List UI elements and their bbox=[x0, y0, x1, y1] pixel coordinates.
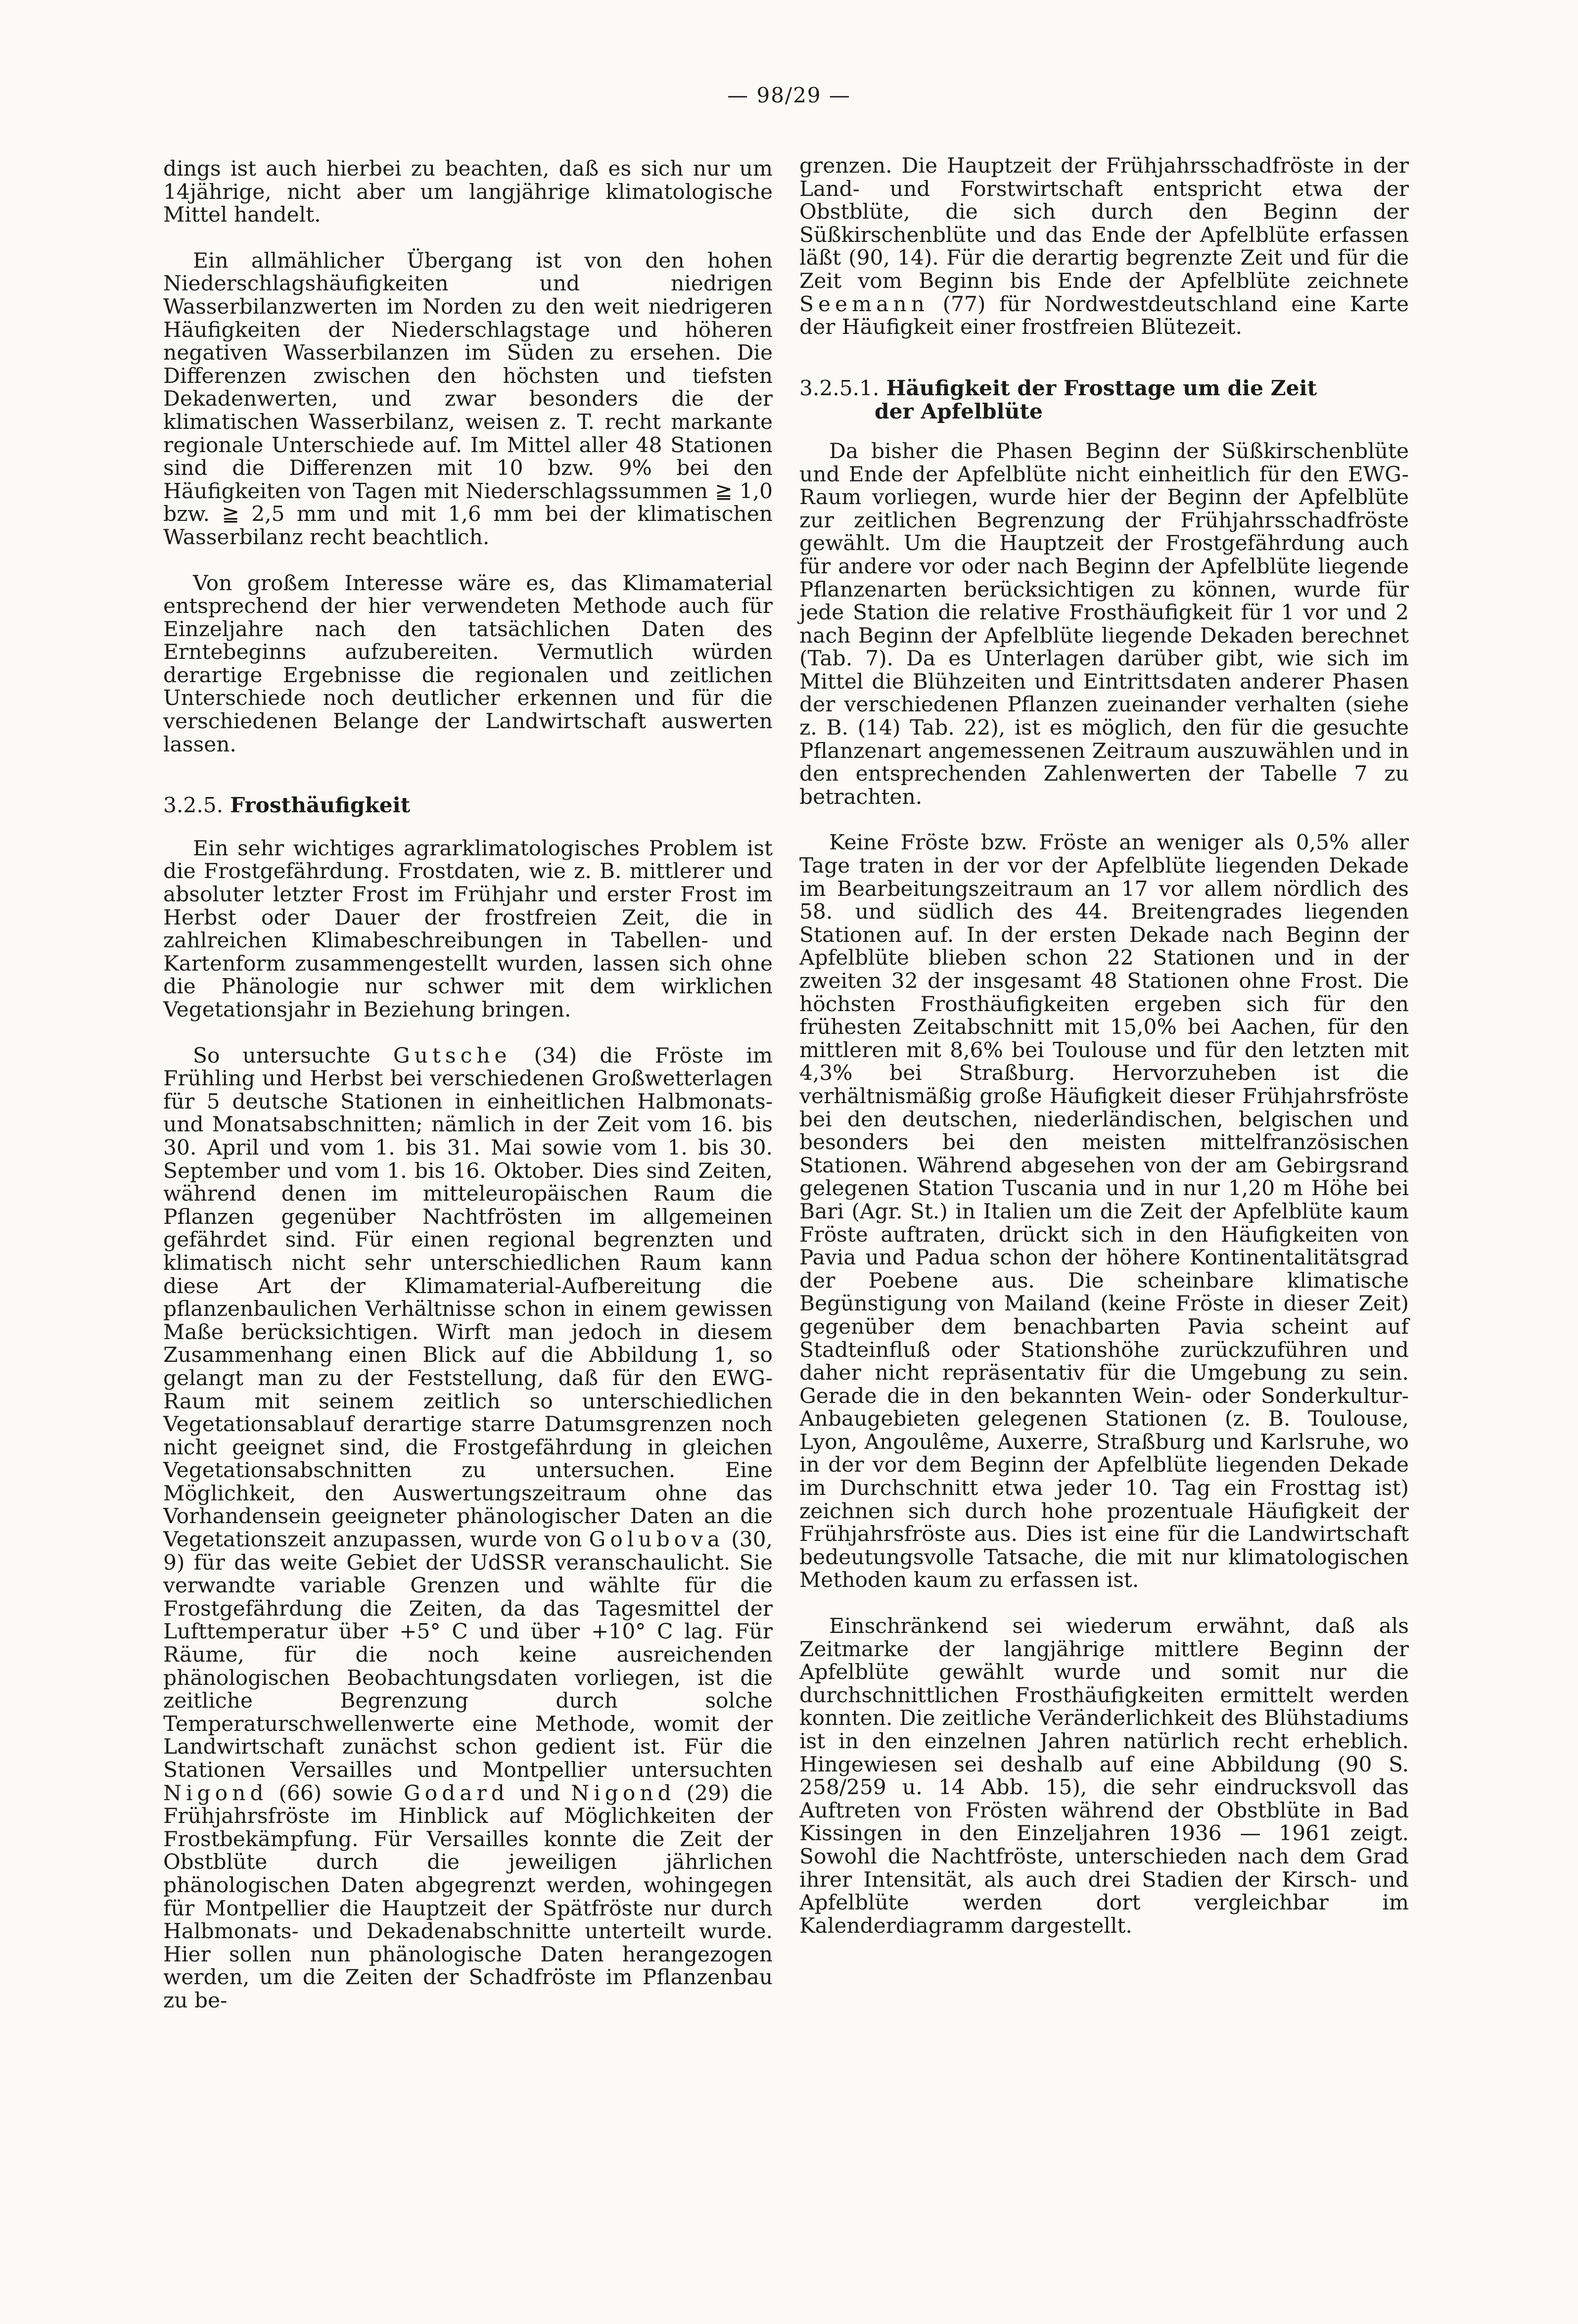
section-number: 3.2.5.1. bbox=[799, 375, 880, 400]
author-name: Golubova bbox=[589, 1527, 725, 1552]
section-number: 3.2.5. bbox=[163, 793, 224, 818]
section-title: Frosthäufigkeit bbox=[230, 792, 411, 818]
author-name: Godard bbox=[403, 1780, 509, 1805]
text-run: (34) die Fröste im Frühling und Herbst bei verschiedenen Großwetterlagen für 5 deutsche Stationen in einheitlichen Halbmonats- und Monatsabschnitten; nämlich in der Zeit vom 16. bis 30. April und vom 1. bis 31. Mai sowie vom 1. bis 30. September und vom 1. bis 16. Oktober. Dies sind Zeiten, während denen im mitteleuropäischen Raum die Pflanzen gegenüber Nachtfrösten im allgemeinen gefährdet sind. Für einen regional begrenzten und klimatisch nicht sehr unterschiedlichen Raum kann diese Art der Klimamaterial-Aufbereitung die pflanzenbaulichen Verhältnisse schon in einem gewissen Maße berücksichtigen. Wirft man jedoch in diesem Zusammenhang einen Blick auf die Abbildung 1, so gelangt man zu der Feststellung, daß für den EWG-Raum mit seinem zeitlich so unterschiedlichen Vegetationsablauf derartige starre Datumsgrenzen noch nicht geeignet sind, die Frostgefährdung in gleichen Vegetationsabschnitten zu untersuchen. Eine Möglichkeit, den Auswertungszeitraum ohne das Vorhandensein geeigneter phänologischer Daten an die Vegetationszeit anzupassen, wurde von bbox=[163, 1043, 773, 1552]
section-heading bbox=[163, 793, 773, 817]
paragraph: Von großem Interesse wäre es, das Klimamaterial entsprechend der hier verwendeten Methode auch für Einzeljahre nach den tatsächlichen Daten des Erntebeginns aufzubereiten. Vermutlich würden derartige Ergebnisse die regionalen und zeitlichen Unterschiede noch deutlicher erkennen und für die verschiedenen Belange der Landwirtschaft auswerten lassen. bbox=[163, 570, 773, 756]
paragraph bbox=[163, 1044, 773, 2012]
text-run: grenzen. Die Hauptzeit der Frühjahrsschadfröste in der Land- und Forstwirtschaft entspricht etwa der Obstblüte, die sich durch den Beginn der Süßkirschenblüte und das Ende der Apfelblüte erfassen läßt (90, 14). Für die derartig begrenzte Zeit und für die Zeit vom Beginn bis Ende der Apfelblüte zeichnete bbox=[799, 153, 1409, 293]
text-run: So untersuchte bbox=[193, 1043, 393, 1068]
right-column bbox=[799, 154, 1409, 1960]
section-title-continued: der Apfelblüte bbox=[875, 399, 1043, 424]
text-run: (30, 9) für das weite Gebiet der UdSSR veranschaulicht. Sie verwandte variable Grenzen und wählte für die Frostgefährdung die Zeiten, da das Tagesmittel der Lufttemperatur über +5° C und über +10° C lag. Für Räume, für die noch keine ausreichenden phänologischen Beobachtungsdaten vorliegen, ist die zeitliche Begrenzung durch solche Temperaturschwellenwerte eine Methode, womit der Landwirtschaft zunächst schon gedient ist. Für die Stationen Versailles und Montpellier untersuchten bbox=[163, 1527, 773, 1782]
text-run: (29) die Frühjahrsfröste im Hinblick auf Möglichkeiten der Frostbekämpfung. Für Versailles konnte die Zeit der Obstblüte durch die jeweiligen jährlichen phänologischen Daten abgegrenzt werden, wohingegen für Montpellier die Hauptzeit der Spätfröste nur durch Halbmonats- und Dekadenabschnitte unterteilt wurde. Hier sollen nun phänologische Daten herangezogen werden, um die Zeiten der Schadfröste im Pflanzenbau zu be- bbox=[163, 1780, 773, 2012]
paragraph bbox=[799, 154, 1409, 339]
text-run: und bbox=[509, 1780, 571, 1805]
paragraph: Einschränkend sei wiederum erwähnt, daß als Zeitmarke der langjährige mittlere Beginn der Apfelblüte gewählt wurde und somit nur die durchschnittlichen Frosthäufigkeiten ermittelt werden konnten. Die zeitliche Veränderlichkeit des Blühstadiums ist in den einzelnen Jahren natürlich recht erheblich. Hingewiesen sei deshalb auf eine Abbildung (90 S. 258/259 u. 14 Abb. 15), die sehr eindrucksvoll das Auftreten von Frösten während der Obstblüte in Bad Kissingen in den Einzeljahren 1936 — 1961 zeigt. Sowohl die Nachtfröste, unterschieden nach dem Grad ihrer Intensität, als auch drei Stadien der Kirsch- und Apfelblüte werden dort vergleichbar im Kalenderdiagramm dargestellt. bbox=[799, 1614, 1409, 1938]
section-title: Häufigkeit der Frosttage um die Zeit bbox=[886, 375, 1317, 400]
paragraph: Ein allmählicher Übergang ist von den hohen Niederschlagshäufigkeiten und niedrigen Wasserbilanzwerten im Norden zu den weit niedrigeren Häufigkeiten der Niederschlagstage und höheren negativen Wasserbilanzen im Süden zu ersehen. Die Differenzen zwischen den höchsten und tiefsten Dekadenwerten, und zwar besonders die der klimatischen Wasserbilanz, weisen z. T. recht markante regionale Unterschiede auf. Im Mittel aller 48 Stationen sind die Differenzen mit 10 bzw. 9% bei den Häufigkeiten von Tagen mit Niederschlagssummen ≧ 1,0 bzw. ≧ 2,5 mm und mit 1,6 mm bei der klimatischen Wasserbilanz recht beachtlich. bbox=[163, 248, 773, 549]
paragraph: Keine Fröste bzw. Fröste an weniger als 0,5% aller Tage traten in der vor der Apfelblüte liegenden Dekade im Bearbeitungszeitraum an 17 vor allem nördlich des 58. und südlich des 44. Breitengrades liegenden Stationen auf. In der ersten Dekade nach Beginn der Apfelblüte blieben schon 22 Stationen und in der zweiten 32 der insgesamt 48 Stationen ohne Frost. Die höchsten Frosthäufigkeiten ergeben sich für den frühesten Zeitabschnitt mit 15,0% bei Aachen, für den mittleren mit 8,6% bei Toulouse und für den letzten mit 4,3% bei Straßburg. Hervorzuheben ist die verhältnismäßig große Häufigkeit dieser Frühjahrsfröste bei den deutschen, niederländischen, belgischen und besonders bei den meisten mittelfranzösischen Stationen. Während abgesehen von der am Gebirgsrand gelegenen Station Tuscania und in nur 1,20 m Höhe bei Bari (Agr. St.) in Italien um die Zeit der Apfelblüte kaum Fröste auftraten, drückt sich in den Häufigkeiten von Pavia und Padua schon der höhere Kontinentalitätsgrad der Poebene aus. Die scheinbare klimatische Begünstigung von Mailand (keine Fröste in dieser Zeit) gegenüber dem benachbarten Pavia scheint auf Stadteinfluß oder Stationshöhe zurückzuführen und daher nicht repräsentativ für die Umgebung zu sein. Gerade die in den bekannten Wein- oder Sonderkultur-Anbaugebieten gelegenen Stationen (z. B. Toulouse, Lyon, Angoulême, Auxerre, Straßburg und Karlsruhe, wo in der vor dem Beginn der Apfelblüte liegenden Dekade im Durchschnitt etwa jeder 10. Tag ein Frosttag ist) zeichnen sich durch hohe prozentuale Häufigkeit der Frühjahrsfröste aus. Dies ist eine für die Landwirtschaft bedeutungsvolle Tatsache, die mit nur klimatologischen Methoden kaum zu erfassen ist. bbox=[799, 830, 1409, 1592]
author-name: Seemann bbox=[799, 291, 929, 316]
page-number: — 98/29 — bbox=[727, 83, 851, 107]
text-run: (66) sowie bbox=[268, 1780, 404, 1805]
text-run: (77) für Nordwestdeutschland eine Karte der Häufigkeit einer frostfreien Blütezeit. bbox=[799, 291, 1409, 339]
subsection-heading bbox=[799, 376, 1409, 423]
paragraph: dings ist auch hierbei zu beachten, daß es sich nur um 14jährige, nicht aber um langjährige klimatologische Mittel handelt. bbox=[163, 156, 773, 227]
left-column bbox=[163, 157, 773, 2035]
paragraph: Da bisher die Phasen Beginn der Süßkirschenblüte und Ende der Apfelblüte nicht einheitlich für den EWG-Raum vorliegen, wurde hier der Beginn der Apfelblüte zur zeitlichen Begrenzung der Frühjahrsschadfröste gewählt. Um die Hauptzeit der Frostgefährdung auch für andere vor oder nach Beginn der Apfelblüte liegende Pflanzenarten berücksichtigen zu können, wurde für jede Station die relative Frosthäufigkeit für 1 vor und 2 nach Beginn der Apfelblüte liegende Dekaden berechnet (Tab. 7). Da es Unterlagen darüber gibt, wie sich im Mittel die Blühzeiten und Eintrittsdaten anderer Phasen der verschiedenen Pflanzen zueinander verhalten (siehe z. B. (14) Tab. 22), ist es möglich, den für die gesuchte Pflanzenart angemessenen Zeitraum auszuwählen und in den entsprechenden Zahlenwerten der Tabelle 7 zu betrachten. bbox=[799, 438, 1409, 809]
author-name: Nigond bbox=[163, 1780, 268, 1805]
author-name: Nigond bbox=[571, 1780, 676, 1805]
paragraph: Ein sehr wichtiges agrarklimatologisches Problem ist die Frostgefährdung. Frostdaten, wie z. B. mittlerer und absoluter letzter Frost im Frühjahr und erster Frost im Herbst oder Dauer der frostfreien Zeit, die in zahlreichen Klimabeschreibungen in Tabellen- und Kartenform zusammengestellt wurden, lassen sich ohne die Phänologie nur schwer mit dem wirklichen Vegetationsjahr in Beziehung bringen. bbox=[163, 836, 773, 1022]
author-name: Gutsche bbox=[393, 1043, 511, 1068]
